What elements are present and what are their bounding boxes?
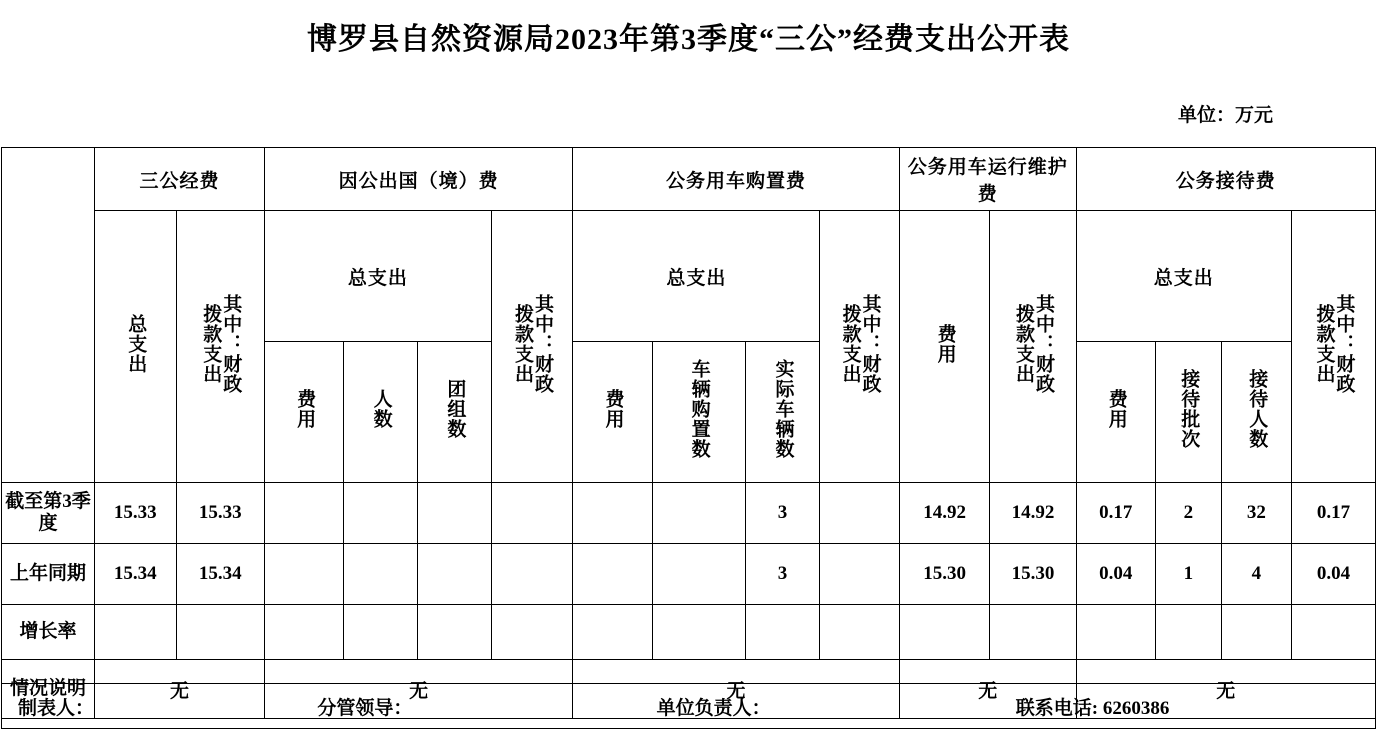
vp-actual-label: 实际车辆数 xyxy=(772,359,794,459)
cell-rec-fee: 0.04 xyxy=(1076,544,1155,605)
cell-vp-purchase-count xyxy=(652,483,745,544)
abroad-groups-label: 团组数 xyxy=(444,379,466,439)
cell-sangong-fiscal xyxy=(176,605,264,660)
abroad-fiscal-label: 其中：财政拨款支出 xyxy=(512,293,553,394)
cell-sangong-total xyxy=(94,605,176,660)
reception-persons-header xyxy=(1221,342,1291,483)
vp-total-header: 总支出 xyxy=(573,211,820,342)
reception-fiscal-label: 其中：财政拨款支出 xyxy=(1313,293,1355,394)
cell-vp-purchase-count xyxy=(652,605,745,660)
cell-vp-fee xyxy=(573,483,652,544)
cell-vo-fiscal: 14.92 xyxy=(990,483,1076,544)
abroad-persons-label: 人数 xyxy=(370,389,392,429)
reception-fee-label: 费用 xyxy=(1105,389,1127,429)
sangong-total-header xyxy=(94,211,176,483)
cell-vp-fiscal xyxy=(820,483,899,544)
sangong-fiscal-header xyxy=(176,211,264,483)
vo-fiscal-header xyxy=(990,211,1076,483)
cell-abroad-fee xyxy=(265,544,344,605)
cell-rec-batches xyxy=(1155,605,1221,660)
group-abroad: 因公出国（境）费 xyxy=(265,148,573,211)
page-title: 博罗县自然资源局2023年第3季度“三公”经费支出公开表 xyxy=(307,23,1070,56)
abroad-fee-label: 费用 xyxy=(294,389,316,429)
cell-abroad-fee xyxy=(265,605,344,660)
note-vehicle-operation: 无 xyxy=(899,660,1076,719)
cell-sangong-fiscal: 15.34 xyxy=(176,544,264,605)
cell-abroad-fee xyxy=(265,483,344,544)
cell-rec-persons xyxy=(1221,605,1291,660)
cell-sangong-fiscal: 15.33 xyxy=(176,483,264,544)
row-label: 上年同期 xyxy=(2,544,95,605)
cell-abroad-fiscal xyxy=(491,544,573,605)
vp-fee-header xyxy=(573,342,652,483)
cell-vp-fiscal xyxy=(820,605,899,660)
vp-actual-header xyxy=(745,342,820,483)
cell-sangong-total: 15.33 xyxy=(94,483,176,544)
cell-vo-fee: 14.92 xyxy=(899,483,990,544)
vp-fiscal-header xyxy=(820,211,899,483)
row-label: 增长率 xyxy=(2,605,95,660)
abroad-persons-header xyxy=(344,342,418,483)
footer-row xyxy=(1,683,1376,729)
note-row-label: 情况说明 xyxy=(2,660,95,719)
cell-rec-fiscal xyxy=(1291,605,1375,660)
table-row xyxy=(2,605,1376,660)
cell-rec-batches: 1 xyxy=(1155,544,1221,605)
reception-fiscal-header xyxy=(1291,211,1375,483)
cell-rec-fiscal: 0.04 xyxy=(1291,544,1375,605)
cell-vp-actual-count xyxy=(745,605,820,660)
note-vehicle-purchase: 无 xyxy=(573,660,899,719)
cell-vp-fee xyxy=(573,544,652,605)
group-reception: 公务接待费 xyxy=(1076,148,1375,211)
cell-rec-persons: 32 xyxy=(1221,483,1291,544)
reception-total-header: 总支出 xyxy=(1076,211,1291,342)
cell-abroad-fiscal xyxy=(491,483,573,544)
cell-vo-fee: 15.30 xyxy=(899,544,990,605)
sangong-total-label: 总支出 xyxy=(125,313,147,374)
note-abroad: 无 xyxy=(265,660,573,719)
cell-rec-batches: 2 xyxy=(1155,483,1221,544)
reception-persons-label: 接待人数 xyxy=(1246,369,1268,449)
reception-batches-header xyxy=(1155,342,1221,483)
cell-vo-fiscal: 15.30 xyxy=(990,544,1076,605)
cell-abroad-groups xyxy=(418,483,492,544)
sangong-expense-table xyxy=(1,147,1376,719)
note-reception: 无 xyxy=(1076,660,1375,719)
vp-fee-label: 费用 xyxy=(602,389,624,429)
abroad-fiscal-header xyxy=(491,211,573,483)
note-sangong: 无 xyxy=(94,660,264,719)
footer-phone: 联系电话: 6260386 xyxy=(1015,697,1170,719)
sangong-fiscal-label: 其中：财政拨款支出 xyxy=(200,293,242,394)
footer-unit-head: 单位负责人： xyxy=(656,697,771,719)
group-vehicle-operation: 公务用车运行维护费 xyxy=(899,148,1076,211)
footer-leader: 分管领导： xyxy=(317,697,413,719)
table-row xyxy=(2,544,1376,605)
group-vehicle-purchase: 公务用车购置费 xyxy=(573,148,899,211)
corner-cell xyxy=(2,148,95,483)
vp-fiscal-label: 其中：财政拨款支出 xyxy=(839,293,881,394)
vo-fiscal-label: 其中：财政拨款支出 xyxy=(1013,293,1054,394)
cell-rec-fee: 0.17 xyxy=(1076,483,1155,544)
cell-abroad-persons xyxy=(344,544,418,605)
vo-fee-header xyxy=(899,211,990,483)
row-label: 截至第3季度 xyxy=(2,483,95,544)
cell-vp-fiscal xyxy=(820,544,899,605)
unit-label: 单位：万元 xyxy=(1177,105,1273,126)
vp-count-header xyxy=(652,342,745,483)
cell-abroad-groups xyxy=(418,544,492,605)
reception-fee-header xyxy=(1076,342,1155,483)
cell-abroad-persons xyxy=(344,483,418,544)
footer-preparer: 制表人： xyxy=(18,697,95,719)
cell-vp-actual-count: 3 xyxy=(745,544,820,605)
cell-sangong-total: 15.34 xyxy=(94,544,176,605)
cell-abroad-fiscal xyxy=(491,605,573,660)
reception-batches-label: 接待批次 xyxy=(1178,369,1200,449)
header-row-groups xyxy=(2,148,1376,211)
group-sangong: 三公经费 xyxy=(94,148,264,211)
abroad-fee-header xyxy=(265,342,344,483)
cell-rec-persons: 4 xyxy=(1221,544,1291,605)
cell-abroad-persons xyxy=(344,605,418,660)
vp-count-label: 车辆购置数 xyxy=(688,359,710,459)
table-row xyxy=(2,483,1376,544)
cell-vp-actual-count: 3 xyxy=(745,483,820,544)
cell-rec-fee xyxy=(1076,605,1155,660)
abroad-total-header: 总支出 xyxy=(265,211,492,342)
cell-vp-purchase-count xyxy=(652,544,745,605)
abroad-groups-header xyxy=(418,342,492,483)
cell-rec-fiscal: 0.17 xyxy=(1291,483,1375,544)
vo-fee-label: 费用 xyxy=(934,323,956,364)
cell-abroad-groups xyxy=(418,605,492,660)
cell-vp-fee xyxy=(573,605,652,660)
cell-vo-fee xyxy=(899,605,990,660)
header-row-sub xyxy=(2,211,1376,342)
cell-vo-fiscal xyxy=(990,605,1076,660)
